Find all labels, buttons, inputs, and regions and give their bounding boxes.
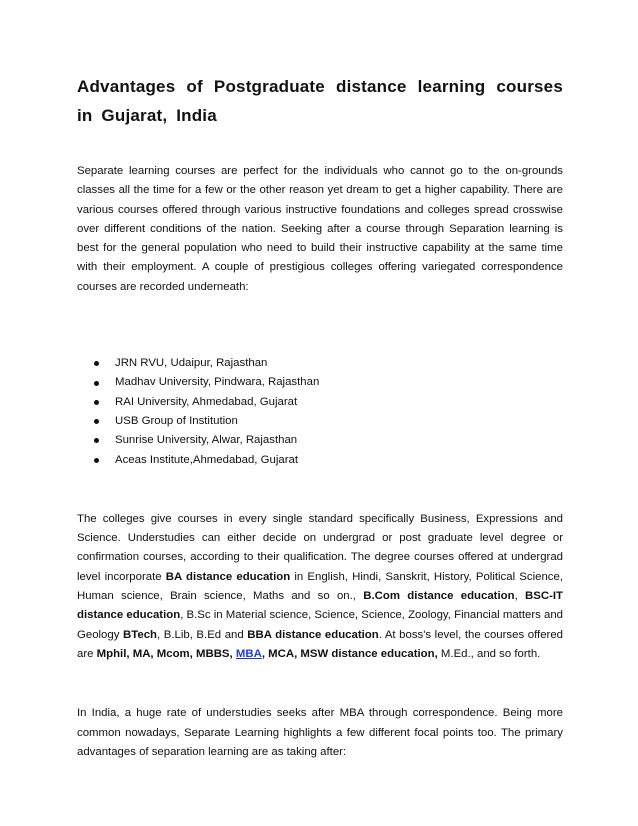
- courses-paragraph: [77, 510, 563, 664]
- bullet-icon: [94, 400, 99, 405]
- list-item-label: Aceas Institute,Ahmedabad, Gujarat: [115, 453, 298, 466]
- page-title: Advantages of Postgraduate distance learning courses in Gujarat, India: [77, 77, 563, 125]
- list-item: [94, 431, 563, 450]
- bold-run: Mphil, MA, Mcom, MBBS,: [96, 647, 236, 660]
- bold-run: BA distance education: [165, 570, 291, 583]
- list-item: [94, 451, 563, 470]
- text-run: , B.Sc in Material science, Science, Science, Zoology, Financial matters and Geology: [77, 609, 564, 641]
- bold-run: BBA distance education: [247, 628, 379, 641]
- bullet-icon: [94, 438, 99, 443]
- list-item: [94, 412, 563, 431]
- text-run: , B.Lib, B.Ed and: [156, 628, 248, 641]
- list-item: [94, 354, 563, 373]
- bold-run: B.Com distance education: [363, 590, 515, 603]
- list-item: [94, 373, 563, 392]
- bold-run: BTech: [123, 628, 157, 641]
- intro-paragraph: Separate learning courses are perfect for the individuals who cannot go to the on-grounds classes all the time for a few or the other reason yet dream to get a higher capability. There are various courses offered through various instructive foundations and colleges spread crosswise over different conditions of the nation. Seeking after a course through Separation learning is best for the general population who need to build their instructive capability at the same time with their employment. A couple of prestigious colleges offering variegated correspondence courses are recorded underneath:: [77, 165, 563, 293]
- list-item-label: Madhav University, Pindwara, Rajasthan: [115, 376, 320, 389]
- text-run: The colleges give courses in every single standard specifically Business, Expressions and Science. Understudies can either decide on undergrad or post graduate level degree or confirmation courses, according to their qualification. The degree courses offered at undergrad level incorporate: [77, 512, 563, 583]
- institute-list: [77, 354, 563, 470]
- list-item: [94, 393, 563, 412]
- mba-link[interactable]: MBA: [235, 647, 262, 660]
- text-run: in English, Hindi, Sanskrit, History, Political Science, Human science, Brain science, Maths and so on.,: [77, 570, 563, 603]
- bullet-icon: [94, 361, 99, 366]
- text-run: ,: [514, 590, 526, 603]
- bullet-icon: [94, 458, 99, 463]
- list-item-label: JRN RVU, Udaipur, Rajasthan: [115, 357, 268, 370]
- list-item-label: USB Group of Institution: [115, 414, 238, 427]
- bullet-icon: [94, 419, 99, 424]
- bold-run: BSC-IT distance education: [77, 590, 563, 622]
- text-run: M.Ed., and so forth.: [437, 647, 541, 660]
- india-paragraph: In India, a huge rate of understudies seeks after MBA through correspondence. Being more common nowadays, Separate Learning highlights a few different focal points too. The primary advantages of separation learning are as taking after:: [77, 707, 563, 758]
- list-item-label: Sunrise University, Alwar, Rajasthan: [115, 434, 298, 447]
- bold-run: , MCA, MSW distance education,: [261, 647, 438, 660]
- text-run: . At boss's level, the courses offered are: [77, 628, 563, 660]
- list-item-label: RAI University, Ahmedabad, Gujarat: [115, 395, 298, 408]
- bullet-icon: [94, 381, 99, 386]
